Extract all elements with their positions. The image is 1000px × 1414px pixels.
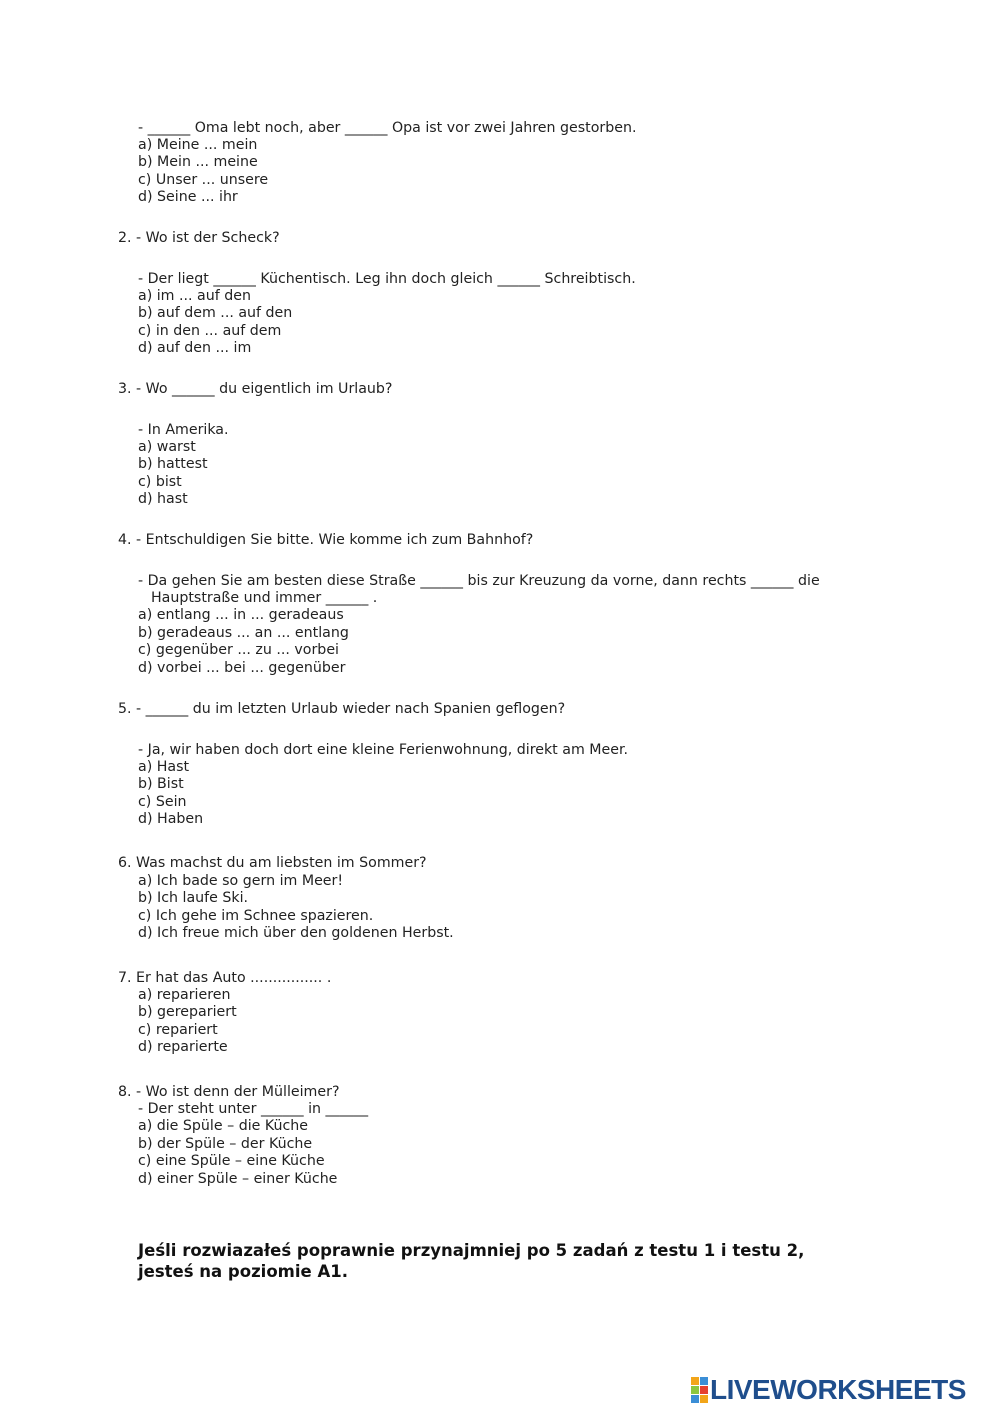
q5-sentence: - Ja, wir haben doch dort eine kleine Ferienwohnung, direkt am Meer. — [138, 742, 629, 758]
q3-option-c: c) bist — [138, 474, 182, 490]
q6-question: 6. Was machst du am liebsten im Sommer? — [118, 855, 427, 871]
q4-option-b: b) geradeaus ... an ... entlang — [138, 625, 349, 641]
q7-option-d: d) reparierte — [138, 1039, 228, 1055]
q3-option-b: b) hattest — [138, 456, 208, 472]
q1-option-d: d) Seine ... ihr — [138, 189, 238, 205]
q6-option-b: b) Ich laufe Ski. — [138, 890, 249, 906]
q8-option-c: c) eine Spüle – eine Küche — [138, 1153, 325, 1169]
q1-option-a: a) Meine ... mein — [138, 137, 258, 153]
q6-option-d: d) Ich freue mich über den goldenen Herbst. — [138, 925, 454, 941]
q6-option-a: a) Ich bade so gern im Meer! — [138, 873, 344, 889]
q2-option-a: a) im ... auf den — [138, 288, 251, 304]
q4-option-d: d) vorbei ... bei ... gegenüber — [138, 660, 346, 676]
q8-question: 8. - Wo ist denn der Mülleimer? — [118, 1084, 340, 1100]
q2-question: 2. - Wo ist der Scheck? — [118, 230, 280, 246]
q2-sentence: - Der liegt ______ Küchentisch. Leg ihn doch gleich ______ Schreibtisch. — [138, 271, 636, 287]
q2-option-c: c) in den ... auf dem — [138, 323, 282, 339]
result-note — [138, 1240, 898, 1282]
q4-option-a: a) entlang ... in ... geradeaus — [138, 607, 344, 623]
logo-text: LIVEWORKSHEETS — [710, 1374, 966, 1405]
q1-option-c: c) Unser ... unsere — [138, 172, 269, 188]
liveworksheets-logo — [691, 1375, 966, 1405]
q7-option-c: c) repariert — [138, 1022, 218, 1038]
result-note-line1: Jeśli rozwiazałeś poprawnie przynajmniej po 5 zadań z testu 1 i testu 2, — [138, 1241, 805, 1260]
q3-option-a: a) warst — [138, 439, 196, 455]
q8-sentence: - Der steht unter ______ in ______ — [138, 1101, 369, 1117]
q1-sentence: - ______ Oma lebt noch, aber ______ Opa ist vor zwei Jahren gestorben. — [138, 120, 637, 136]
logo-grid-icon — [691, 1377, 708, 1403]
q1-option-b: b) Mein ... meine — [138, 154, 258, 170]
q5-option-d: d) Haben — [138, 811, 204, 827]
q6-option-c: c) Ich gehe im Schnee spazieren. — [138, 908, 374, 924]
q4-sentence-line2: Hauptstraße und immer ______ . — [151, 590, 378, 606]
q7-option-b: b) gerepariert — [138, 1004, 237, 1020]
q7-question: 7. Er hat das Auto ................ . — [118, 970, 332, 986]
q2-option-b: b) auf dem ... auf den — [138, 305, 293, 321]
q8-option-d: d) einer Spüle – einer Küche — [138, 1171, 338, 1187]
result-note-line2: jesteś na poziomie A1. — [138, 1262, 348, 1281]
q2-option-d: d) auf den ... im — [138, 340, 252, 356]
q3-sentence: - In Amerika. — [138, 422, 229, 438]
q5-option-a: a) Hast — [138, 759, 190, 775]
q7-option-a: a) reparieren — [138, 987, 231, 1003]
q8-option-b: b) der Spüle – der Küche — [138, 1136, 313, 1152]
q3-option-d: d) hast — [138, 491, 188, 507]
q3-question: 3. - Wo ______ du eigentlich im Urlaub? — [118, 381, 393, 397]
q5-option-b: b) Bist — [138, 776, 184, 792]
q8-option-a: a) die Spüle – die Küche — [138, 1118, 309, 1134]
q5-question: 5. - ______ du im letzten Urlaub wieder nach Spanien geflogen? — [118, 701, 566, 717]
q5-option-c: c) Sein — [138, 794, 187, 810]
q4-sentence-line1: - Da gehen Sie am besten diese Straße ______ bis zur Kreuzung da vorne, dann rechts ______ die — [138, 573, 820, 589]
q4-question: 4. - Entschuldigen Sie bitte. Wie komme ich zum Bahnhof? — [118, 532, 534, 548]
q4-option-c: c) gegenüber ... zu ... vorbei — [138, 642, 339, 658]
